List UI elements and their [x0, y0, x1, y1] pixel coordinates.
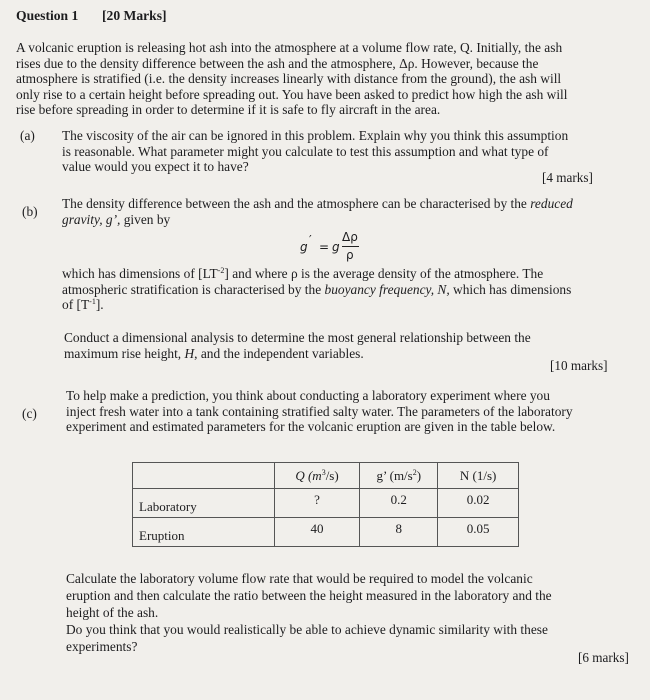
part-b-intro	[62, 196, 622, 227]
part-b-def-line	[62, 266, 622, 282]
header-q-text: Q (m	[295, 467, 322, 483]
def-text: which has dimensions	[449, 281, 572, 297]
formula-g: g	[332, 240, 340, 254]
part-c-text	[66, 388, 626, 435]
intro-line: A volcanic eruption is releasing hot ash into the atmosphere at a volume flow rate, Q. Initially, the ash	[16, 40, 563, 55]
formula-numerator: Δρ	[342, 230, 358, 244]
part-c-task	[66, 570, 626, 655]
def-sup: -1	[89, 297, 96, 306]
header-g	[360, 463, 438, 489]
part-c-task-line: eruption and then calculate the ratio between the height measured in the laboratory and the	[66, 588, 552, 603]
header-q-sup: 3	[321, 467, 326, 477]
part-a-marks: [4 marks]	[542, 170, 593, 185]
def-text: ] and where ρ is the average density of the atmosphere. The	[224, 266, 544, 281]
table-row	[133, 518, 519, 547]
cell-g: 8	[360, 518, 438, 547]
part-a-label: (a)	[20, 128, 35, 143]
part-b-line2-text: given by	[120, 211, 171, 227]
formula-prime: ′	[309, 233, 312, 247]
intro-line: rise before spreading in order to determine if it is safe to fly aircraft in the area.	[16, 102, 441, 117]
formula-denominator: ρ	[346, 248, 354, 262]
part-a-line: is reasonable. What parameter might you calculate to test this assumption and what type of	[62, 143, 549, 159]
def-sup: -2	[217, 266, 225, 275]
header-empty-cell	[133, 463, 275, 489]
part-b-label: (b)	[22, 204, 38, 219]
part-b-def-line	[62, 297, 622, 313]
header-q-end: /s)	[325, 467, 339, 483]
intro-line: atmosphere is stratified (i.e. the density increases linearly with distance from the ground), the ash will	[16, 71, 562, 86]
row-name: Eruption	[133, 518, 275, 547]
table-header-row	[133, 463, 519, 489]
part-c-task-line: experiments?	[66, 639, 138, 654]
part-b-definitions	[62, 266, 622, 313]
fraction-bar	[342, 246, 359, 247]
cell-g: 0.2	[360, 489, 438, 518]
part-c-task-line: height of the ash.	[66, 605, 159, 620]
task-text: , and the independent variables.	[194, 345, 364, 361]
part-c-line: To help make a prediction, you think about conducting a laboratory experiment where you	[66, 388, 550, 403]
reduced-gravity-formula	[300, 228, 380, 264]
intro-line: rises due to the density difference between the ash and the atmosphere, Δρ. However, because the	[16, 55, 539, 71]
def-text: of [T	[62, 297, 90, 312]
part-a-text	[62, 128, 622, 175]
def-text: which has dimensions of [LT	[62, 266, 218, 281]
part-a-line: The viscosity of the air can be ignored in this problem. Explain why you think this assumption	[62, 128, 569, 143]
header-g-end: )	[416, 467, 422, 483]
question-intro	[16, 40, 636, 118]
task-text: maximum rise height,	[64, 345, 185, 361]
reduced-gravity-term: gravity, g’,	[62, 211, 121, 227]
part-c-line: inject fresh water into a tank containing stratified salty water. The parameters of the laboratory	[66, 403, 573, 419]
part-b-task	[64, 330, 624, 361]
part-b-marks: [10 marks]	[550, 358, 608, 373]
height-symbol: H	[184, 345, 195, 361]
question-total-marks: [20 Marks]	[102, 8, 167, 23]
part-b-task-line	[64, 346, 624, 362]
part-b-line	[62, 196, 622, 212]
header-g-sup: 2	[412, 467, 417, 477]
part-c-marks: [6 marks]	[578, 650, 629, 665]
buoyancy-frequency-term: buoyancy frequency, N,	[324, 281, 450, 297]
cell-q: ?	[274, 489, 360, 518]
def-text: atmospheric stratification is characterised by the	[62, 281, 325, 297]
part-a-line: value would you expect it to have?	[62, 159, 249, 174]
header-n: N (1/s)	[438, 463, 519, 489]
part-c-line: experiment and estimated parameters for the volcanic eruption are given in the table below.	[66, 419, 556, 434]
cell-n: 0.02	[438, 489, 519, 518]
part-c-task-line: Calculate the laboratory volume flow rate that would be required to model the volcanic	[66, 571, 533, 586]
parameters-table	[132, 462, 519, 547]
question-title: Question 1	[16, 8, 79, 23]
part-b-def-line	[62, 282, 622, 298]
cell-q: 40	[274, 518, 360, 547]
formula-equals: =	[319, 240, 330, 254]
def-text: ].	[95, 297, 104, 312]
part-b-line	[62, 212, 622, 228]
formula-lhs: g	[300, 240, 308, 254]
header-q	[274, 463, 360, 489]
part-c-label: (c)	[22, 406, 37, 421]
table-row	[133, 489, 519, 518]
part-b-task-line: Conduct a dimensional analysis to determine the most general relationship between the	[64, 330, 531, 345]
reduced-term: reduced	[530, 196, 573, 211]
row-name: Laboratory	[133, 489, 275, 518]
part-c-task-line: Do you think that you would realistically be able to achieve dynamic similarity with these	[66, 622, 548, 637]
part-b-line1-text: The density difference between the ash and the atmosphere can be characterised by the	[62, 196, 531, 211]
header-g-text: g’ (m/s	[376, 467, 413, 483]
intro-line: only rise to a certain height before spreading out. You have been asked to predict how high the ash will	[16, 86, 568, 102]
cell-n: 0.05	[438, 518, 519, 547]
